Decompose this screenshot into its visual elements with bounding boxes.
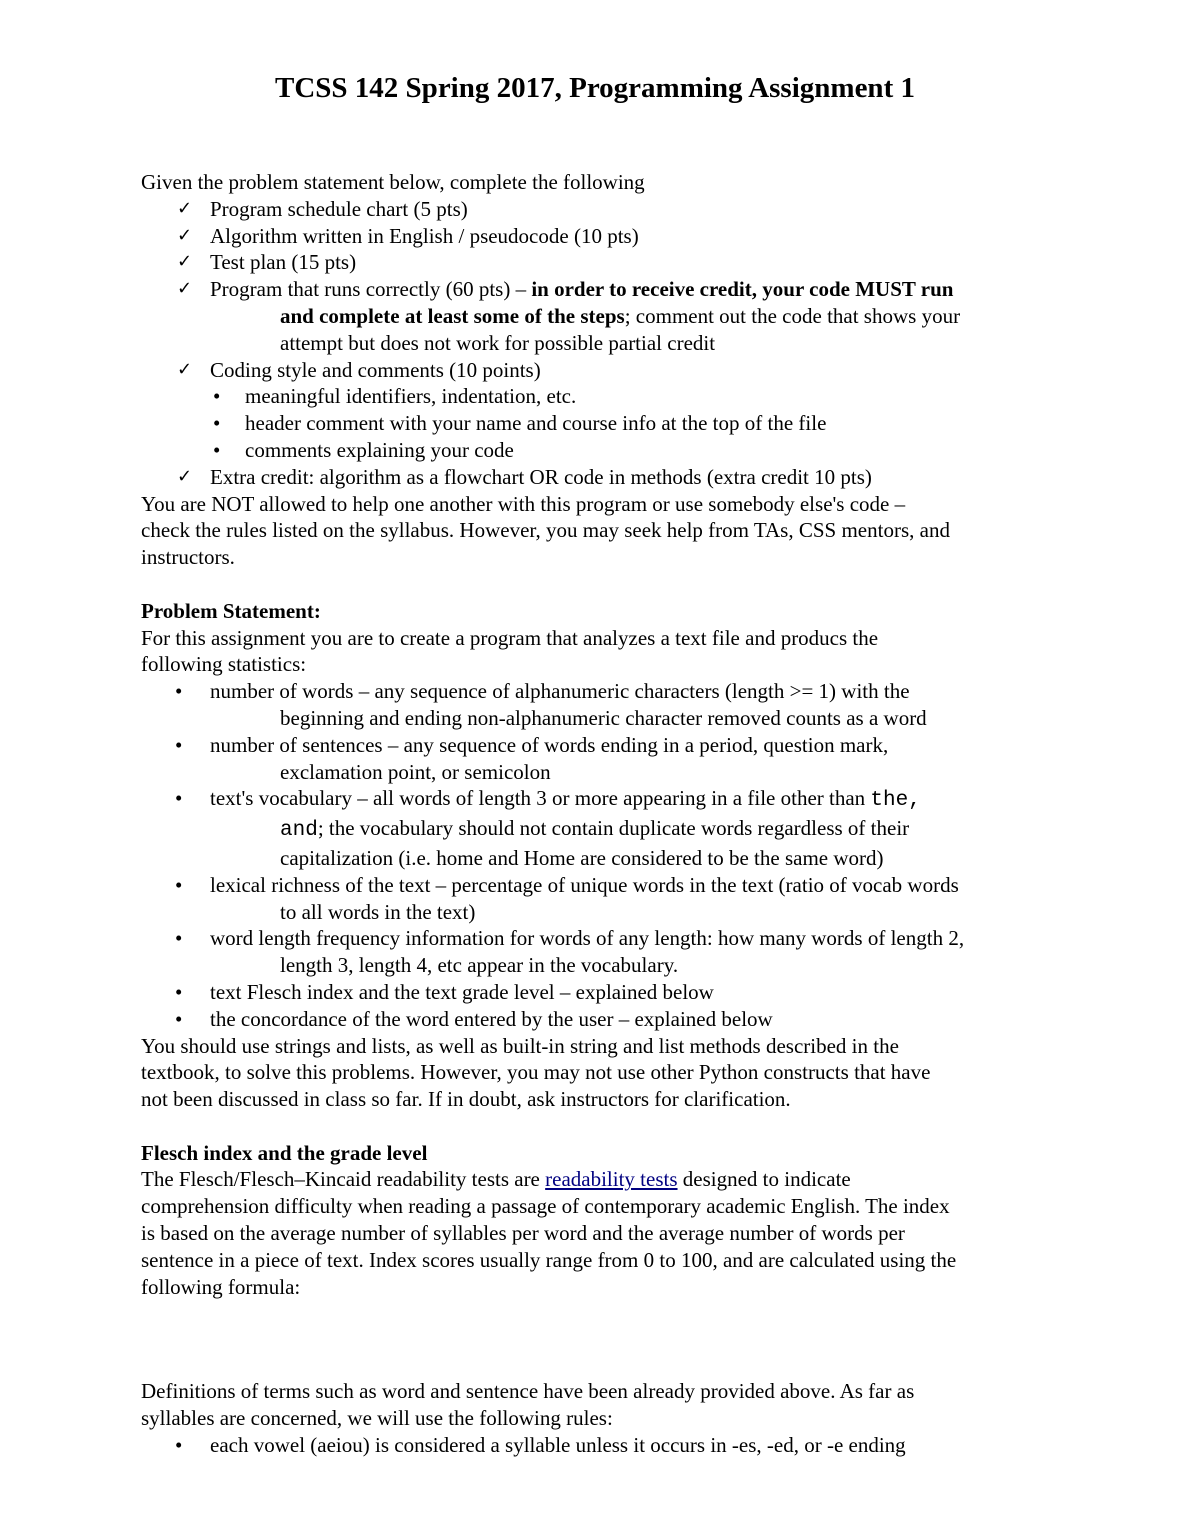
checklist-item-text: Coding style and comments (10 points) bbox=[210, 357, 541, 382]
policy-line: instructors. bbox=[141, 545, 235, 570]
checkmark-icon: ✓ bbox=[177, 278, 193, 300]
syllable-rule-item bbox=[141, 1432, 1056, 1459]
closing-line: You should use strings and lists, as well as built-in string and list methods described in the bbox=[141, 1033, 899, 1058]
program-tail-2: attempt but does not work for possible partial credit bbox=[280, 330, 716, 355]
checklist-item-style bbox=[141, 357, 1056, 384]
vocab-text: text's vocabulary – all words of length 3 or more appearing in a file other than bbox=[210, 786, 871, 811]
bullet-icon: • bbox=[175, 786, 183, 811]
checklist-item-text: Extra credit: algorithm as a flowchart OR code in methods (extra credit 10 pts) bbox=[210, 464, 872, 489]
bullet-icon: • bbox=[213, 437, 221, 462]
flesch-text-suffix: designed to indicate bbox=[677, 1167, 851, 1192]
style-subitem-text: header comment with your name and course info at the top of the file bbox=[245, 411, 827, 436]
syllable-rule-text: each vowel (aeiou) is considered a syllable unless it occurs in -es, -ed, or -e ending bbox=[210, 1433, 906, 1458]
statistic-item bbox=[141, 979, 1056, 1006]
checklist-item bbox=[141, 196, 1056, 223]
statistic-text-cont: to all words in the text) bbox=[280, 899, 476, 924]
readability-tests-link[interactable]: readability tests bbox=[545, 1167, 678, 1192]
intro-text: Given the problem statement below, complete the following bbox=[141, 170, 645, 194]
checklist-item bbox=[141, 249, 1056, 276]
checkmark-icon: ✓ bbox=[177, 465, 193, 487]
document-title: TCSS 142 Spring 2017, Programming Assignment 1 bbox=[275, 72, 915, 104]
checklist-item-text: Test plan (15 pts) bbox=[210, 250, 357, 275]
program-requirement-bold: in order to receive credit, your code MUST run bbox=[531, 277, 954, 302]
program-tail: ; comment out the code that shows your bbox=[624, 303, 961, 328]
program-requirement-bold-2: and complete at least some of the steps bbox=[280, 303, 625, 328]
code-the: the, bbox=[870, 789, 921, 813]
flesch-line: following formula: bbox=[141, 1274, 301, 1299]
bullet-icon: • bbox=[213, 411, 221, 436]
checkmark-icon: ✓ bbox=[177, 358, 193, 380]
closing-line: not been discussed in class so far. If in doubt, ask instructors for clarification. bbox=[141, 1087, 791, 1112]
flesch-heading: Flesch index and the grade level bbox=[141, 1140, 428, 1165]
checkmark-icon: ✓ bbox=[177, 251, 193, 273]
bullet-icon: • bbox=[175, 872, 183, 897]
checklist-item bbox=[141, 223, 1056, 250]
problem-intro-line: For this assignment you are to create a program that analyzes a text file and producs the bbox=[141, 625, 879, 650]
statistic-item bbox=[141, 925, 1056, 979]
statistic-text: number of words – any sequence of alphanumeric characters (length >= 1) with the bbox=[210, 679, 910, 704]
flesch-text: The Flesch/Flesch–Kincaid readability tests are bbox=[141, 1167, 546, 1192]
statistic-text-cont: length 3, length 4, etc appear in the vocabulary. bbox=[280, 953, 679, 978]
style-subitem bbox=[141, 383, 1056, 410]
statistic-item-vocabulary bbox=[141, 785, 1056, 871]
statistic-text: the concordance of the word entered by the user – explained below bbox=[210, 1006, 773, 1031]
bullet-icon: • bbox=[175, 926, 183, 951]
problem-heading: Problem Statement: bbox=[141, 598, 321, 623]
vocab-text-2: ; the vocabulary should not contain duplicate words regardless of their bbox=[317, 816, 910, 841]
checklist-item-extra bbox=[141, 464, 1056, 491]
flesch-line: sentence in a piece of text. Index scores usually range from 0 to 100, and are calculated using the bbox=[141, 1247, 957, 1272]
statistic-text: text Flesch index and the text grade level – explained below bbox=[210, 979, 714, 1004]
policy-line: check the rules listed on the syllabus. However, you may seek help from TAs, CSS mentors, and bbox=[141, 518, 950, 543]
style-subitem bbox=[141, 437, 1056, 464]
document-body bbox=[141, 169, 1056, 1459]
statistic-item bbox=[141, 678, 1056, 732]
bullet-icon: • bbox=[175, 1006, 183, 1031]
vocab-text-3: capitalization (i.e. home and Home are considered to be the same word) bbox=[280, 845, 884, 870]
closing-line: textbook, to solve this problems. However, you may not use other Python constructs that have bbox=[141, 1060, 931, 1085]
bullet-icon: • bbox=[175, 679, 183, 704]
checklist-item-program bbox=[141, 276, 1056, 356]
definitions-line: Definitions of terms such as word and sentence have been already provided above. As far as bbox=[141, 1379, 915, 1404]
bullet-icon: • bbox=[213, 384, 221, 409]
style-subitem-text: comments explaining your code bbox=[245, 437, 514, 462]
statistic-text-cont: beginning and ending non-alphanumeric character removed counts as a word bbox=[280, 705, 927, 730]
statistic-item bbox=[141, 732, 1056, 786]
flesch-line: comprehension difficulty when reading a passage of contemporary academic English. The index bbox=[141, 1194, 950, 1219]
checklist-item-text: Program schedule chart (5 pts) bbox=[210, 196, 468, 221]
code-and: and bbox=[280, 819, 318, 843]
checklist-item-text: Algorithm written in English / pseudocode (10 pts) bbox=[210, 223, 639, 248]
problem-intro-line: following statistics: bbox=[141, 652, 307, 677]
statistic-text: number of sentences – any sequence of words ending in a period, question mark, bbox=[210, 732, 889, 757]
policy-line: You are NOT allowed to help one another with this program or use somebody else's code – bbox=[141, 491, 906, 516]
statistic-text: lexical richness of the text – percentage of unique words in the text (ratio of vocab words bbox=[210, 872, 959, 897]
bullet-icon: • bbox=[175, 732, 183, 757]
statistic-text-cont: exclamation point, or semicolon bbox=[280, 759, 551, 784]
style-subitem bbox=[141, 410, 1056, 437]
style-subitem-text: meaningful identifiers, indentation, etc. bbox=[245, 384, 577, 409]
formula-space bbox=[141, 1300, 1056, 1378]
definitions-line: syllables are concerned, we will use the following rules: bbox=[141, 1406, 613, 1431]
statistic-item bbox=[141, 872, 1056, 926]
checkmark-icon: ✓ bbox=[177, 197, 193, 219]
program-lead: Program that runs correctly (60 pts) – bbox=[210, 277, 532, 302]
bullet-icon: • bbox=[175, 979, 183, 1004]
statistic-item bbox=[141, 1006, 1056, 1033]
statistic-text: word length frequency information for words of any length: how many words of length 2, bbox=[210, 926, 965, 951]
checkmark-icon: ✓ bbox=[177, 224, 193, 246]
flesch-line: is based on the average number of syllables per word and the average number of words per bbox=[141, 1221, 905, 1246]
bullet-icon: • bbox=[175, 1433, 183, 1458]
